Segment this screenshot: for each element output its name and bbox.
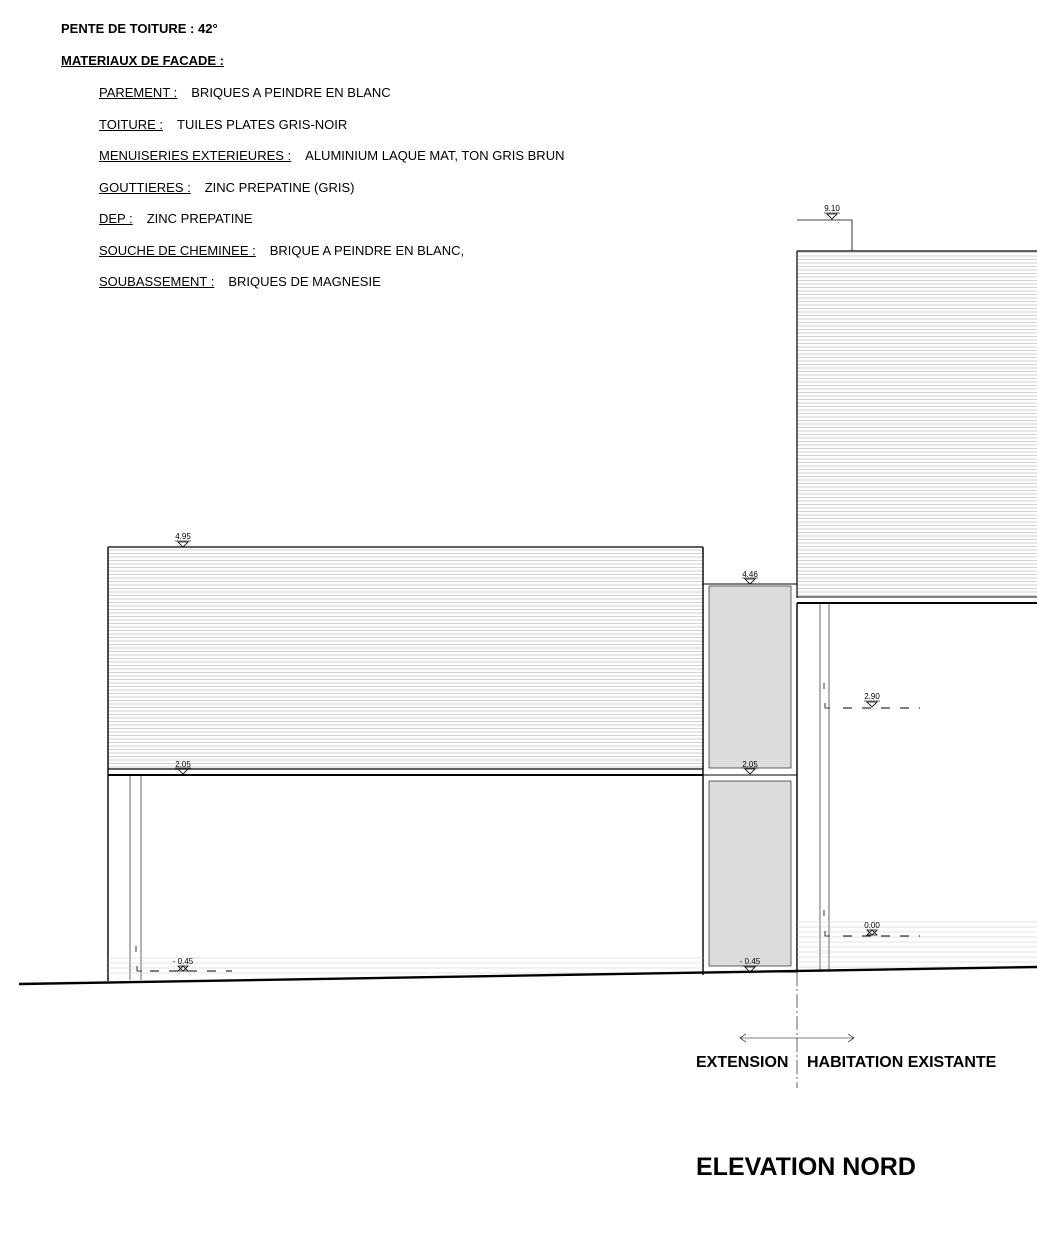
level-marker-link-mid [742,760,758,774]
existing-roof [797,251,1037,597]
link-glazing-lower [709,781,791,966]
level-triangle-icon [827,214,837,219]
level-label: 4.46 [742,570,758,579]
level-label: - 0.45 [172,957,194,966]
existing-plinth-hatch [797,922,1037,967]
level-triangle-icon [745,579,755,584]
drawing-title: ELEVATION NORD [696,1153,916,1181]
material-label: SOUBASSEMENT : [99,274,215,289]
level-triangle-icon [745,769,755,774]
extension [108,547,703,981]
level-triangle-icon [867,930,877,935]
level-marker-link-base [740,957,761,972]
level-label: 2.05 [175,760,191,769]
level-triangle-icon [178,966,188,971]
link-glazing-upper [709,586,791,768]
glazed-link [703,584,797,972]
material-label: MENUISERIES EXTERIEURES : [99,148,292,163]
level-label: 2.90 [864,692,880,701]
material-label: DEP : [99,211,133,226]
level-triangle-icon [178,542,188,547]
extension-roof [108,547,703,769]
level-triangle-icon [867,702,877,707]
material-label: GOUTTIERES : [99,180,191,195]
material-label: SOUCHE DE CHEMINEE : [99,243,256,258]
level-marker-ridge [824,204,840,219]
level-label: - 0.45 [739,957,761,966]
roof-slope-note: PENTE DE TOITURE : 42° [61,21,218,36]
level-marker-existing-ground [864,921,880,935]
material-value: ZINC PREPATINE [146,211,253,226]
level-triangle-icon [178,769,188,774]
level-marker-extension-top [175,532,191,547]
facade-materials-heading: MATERIAUX DE FACADE : [61,53,224,68]
material-label: TOITURE : [99,117,164,132]
material-value: ZINC PREPATINE (GRIS) [204,180,355,195]
material-value: BRIQUES A PEINDRE EN BLANC [191,85,391,100]
material-value: BRIQUES DE MAGNESIE [228,274,381,289]
existing-house [797,220,1037,972]
level-marker-link-top [742,570,758,584]
material-value: ALUMINIUM LAQUE MAT, TON GRIS BRUN [305,148,565,163]
level-label: 9.10 [824,204,840,213]
legend-extension: EXTENSION [696,1054,789,1071]
level-marker-extension-base [173,957,194,971]
material-label: PAREMENT : [99,85,178,100]
material-value: TUILES PLATES GRIS-NOIR [177,117,348,132]
level-label: 2.05 [742,760,758,769]
material-value: BRIQUE A PEINDRE EN BLANC, [269,243,465,258]
level-label: 4.95 [175,532,191,541]
level-label: 0.00 [864,921,880,930]
level-marker-existing-floor [864,692,880,707]
level-marker-extension-eave [175,760,191,774]
ground-line [19,967,1037,984]
legend-existing-house: HABITATION EXISTANTE [807,1054,997,1071]
extension-plinth-hatch [108,958,703,973]
